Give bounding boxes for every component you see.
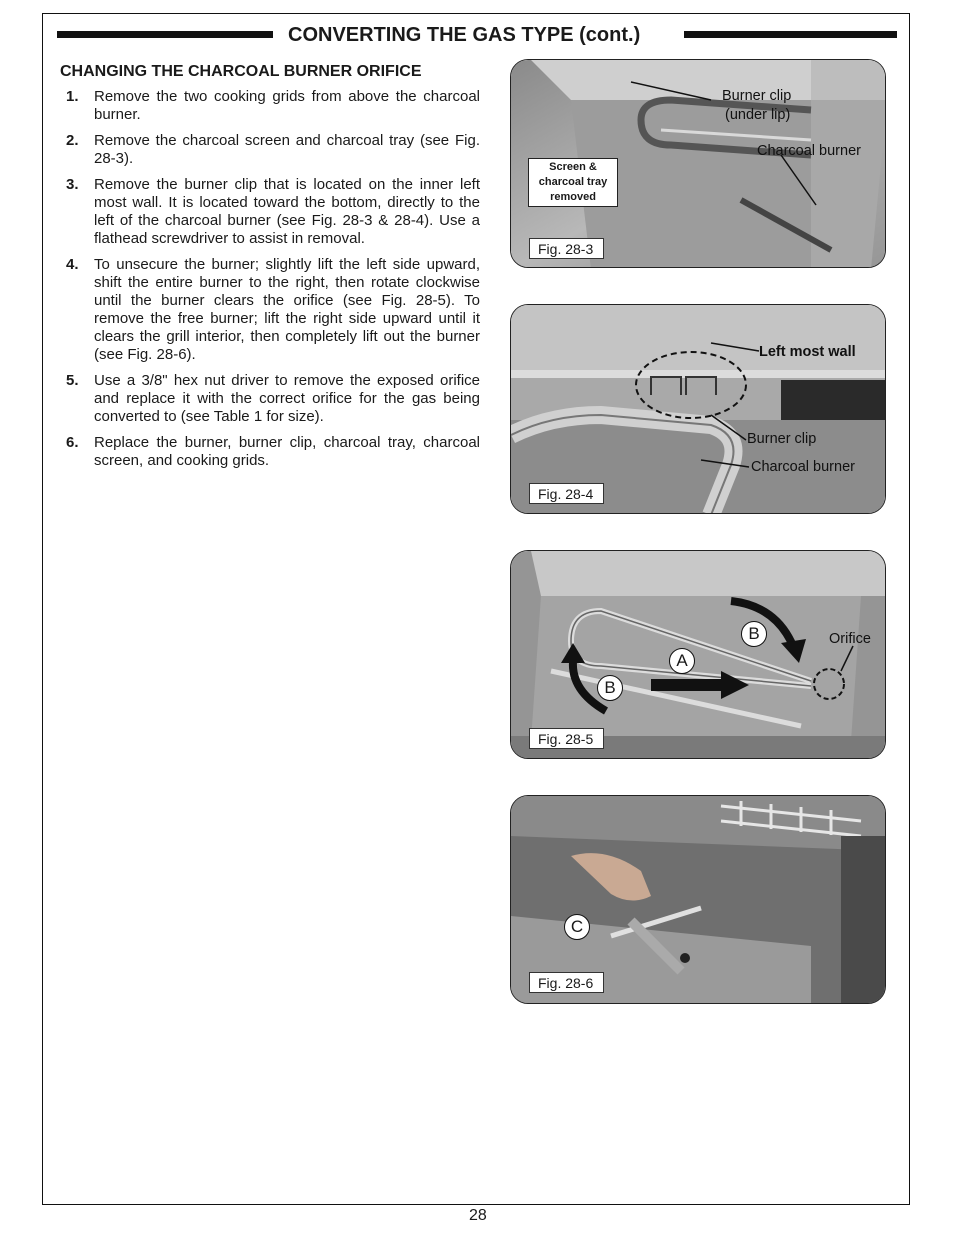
step-5: 5. Use a 3/8" hex nut driver to remove the exposed orifice and replace it with the correct orifice for the gas being converted to (see Table 1 for size).: [66, 372, 480, 425]
figure-28-5: [510, 550, 886, 759]
page-title: CONVERTING THE GAS TYPE (cont.): [288, 24, 641, 46]
header-rule-right: [684, 31, 897, 38]
fig5-marker-a: A: [669, 648, 695, 674]
figure-28-3: [510, 59, 886, 268]
fig3-label: Fig. 28-3: [529, 238, 604, 259]
fig5-marker-b-right: B: [741, 621, 767, 647]
figure-28-6: [510, 795, 886, 1004]
fig4-burner-clip-label: Burner clip: [747, 431, 817, 447]
instruction-list: [60, 88, 480, 478]
fig4-charcoal-burner-label: Charcoal burner: [751, 459, 855, 475]
figure-28-4: [510, 304, 886, 514]
fig3-charcoal-burner-label: Charcoal burner: [757, 143, 861, 159]
fig3-under-lip-label: (under lip): [725, 107, 791, 123]
step-4: 4. To unsecure the burner; slightly lift the left side upward, shift the entire burner to the right, then rotate clockwise until the burner clears the orifice (see Fig. 28-5). To remove the free burner; lift the right side upward until it clears the grill interior, then completely lift out the burner (see Fig. 28-6).: [66, 256, 480, 363]
fig6-marker-c: C: [564, 914, 590, 940]
step-1: 1. Remove the two cooking grids from above the charcoal burner.: [66, 88, 480, 123]
page-number: 28: [469, 1207, 487, 1224]
fig3-note: Screen & charcoal tray removed: [528, 158, 618, 207]
section-title: CHANGING THE CHARCOAL BURNER ORIFICE: [60, 63, 422, 80]
step-3: 3. Remove the burner clip that is located on the inner left most wall. It is located toward the bottom, directly to the left of the charcoal burner (see Fig. 28-3 & 28-4). Use a flathead screwdriver to assist in removal.: [66, 176, 480, 247]
fig4-label: Fig. 28-4: [529, 483, 604, 504]
fig5-marker-b-left: B: [597, 675, 623, 701]
fig3-burner-clip-label: Burner clip: [722, 88, 792, 104]
fig5-orifice-label: Orifice: [829, 631, 871, 647]
step-6: 6. Replace the burner, burner clip, charcoal tray, charcoal screen, and cooking grids.: [66, 434, 480, 469]
fig4-left-wall-label: Left most wall: [759, 344, 856, 360]
step-2: 2. Remove the charcoal screen and charcoal tray (see Fig. 28-3).: [66, 132, 480, 167]
fig6-label: Fig. 28-6: [529, 972, 604, 993]
fig5-label: Fig. 28-5: [529, 728, 604, 749]
header-rule-left: [57, 31, 273, 38]
